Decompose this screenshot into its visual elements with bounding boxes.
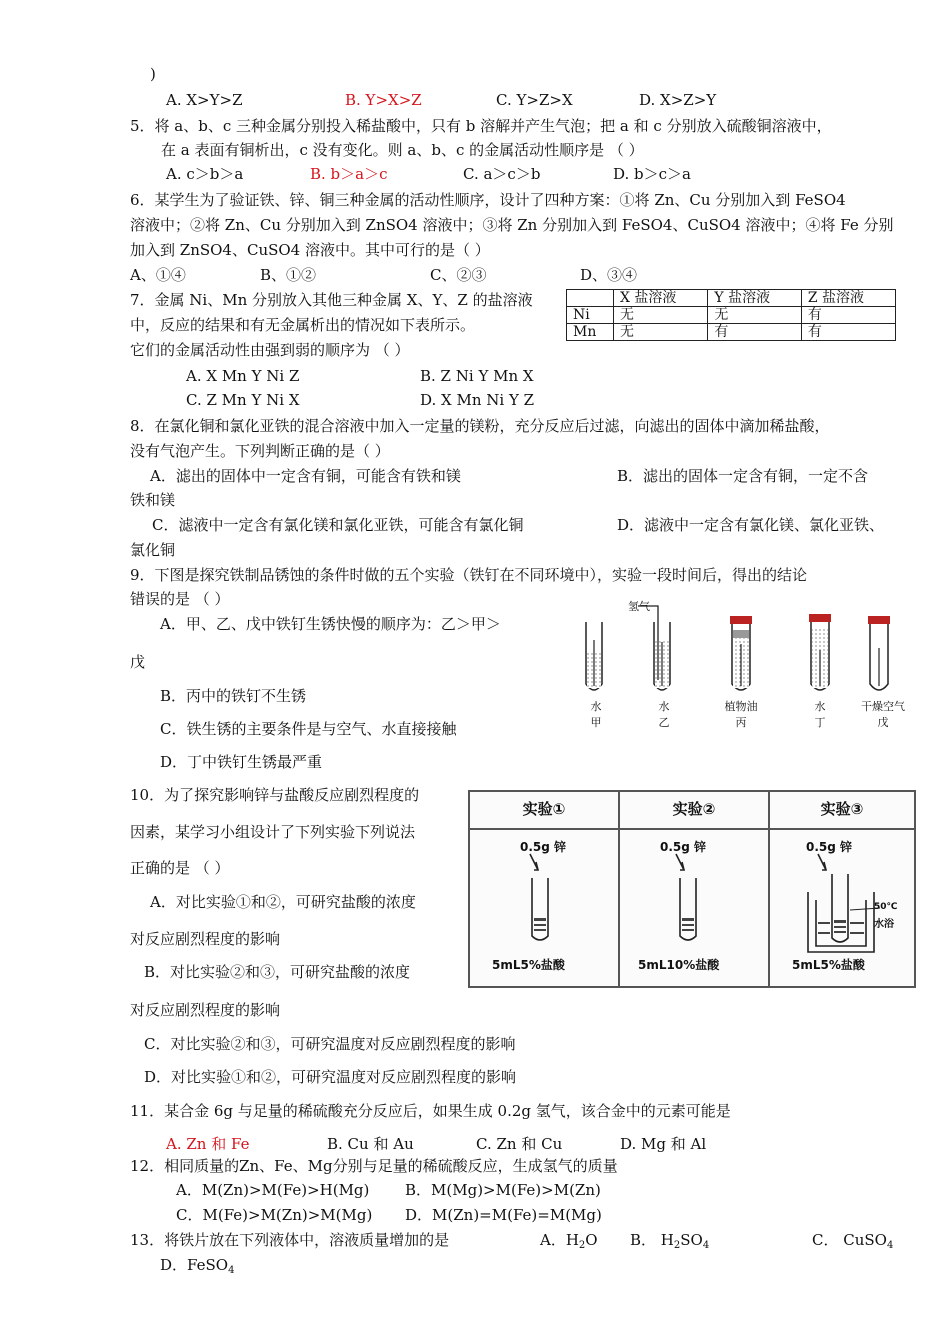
water-bath-label: 水浴 — [874, 919, 894, 930]
q10-stem-2: 因素，某学习小组设计了下列实验下列说法 — [130, 823, 416, 841]
q6-option-d[interactable]: D、③④ — [580, 266, 638, 284]
subscript: 4 — [228, 1265, 235, 1276]
q9-option-a-cont: 戊 — [130, 653, 146, 671]
hydrogen-label: 氢气 — [628, 600, 650, 613]
q6-stem-1: 6．某学生为了验证铁、锌、铜三种金属的活动性顺序，设计了四种方案：①将 Zn、Cu 分别加入到 FeSO4 — [130, 191, 846, 209]
q9-option-c[interactable]: C．铁生锈的主要条件是与空气、水直接接触 — [160, 720, 457, 738]
q10-stem-3: 正确的是 （ ） — [130, 859, 230, 877]
q4-stem-end: ) — [150, 65, 156, 83]
subscript: 2 — [578, 1240, 586, 1251]
tube-bing — [730, 616, 752, 690]
zinc-label: 0.5g 锌 — [520, 840, 567, 854]
table-header: X 盐溶液 — [614, 290, 708, 307]
q5-stem-2: 在 a 表面有铜析出，c 没有变化。则 a、b、c 的金属活动性顺序是 （ ） — [161, 141, 644, 159]
bath-temp-label: 50℃ — [874, 902, 898, 912]
table-row — [567, 307, 896, 324]
q9-option-b[interactable]: B．丙中的铁钉不生锈 — [160, 687, 307, 705]
acid-label: 5mL5%盐酸 — [492, 958, 565, 972]
q8-option-b-cont: 铁和镁 — [130, 491, 176, 509]
q10-option-d[interactable]: D．对比实验①和②，可研究温度对反应剧烈程度的影响 — [144, 1068, 517, 1086]
q7-stem-1: 7．金属 Ni、Mn 分别放入其他三种金属 X、Y、Z 的盐溶液 — [130, 291, 533, 309]
table-cell: 无 — [614, 324, 708, 341]
table-header — [567, 290, 614, 307]
q8-option-c[interactable]: C．滤液中一定含有氯化镁和氯化亚铁，可能含有氯化铜 — [152, 516, 524, 534]
subscript: 4 — [886, 1240, 894, 1251]
q13-option-b-text-end: SO — [680, 1231, 703, 1249]
q11-option-b[interactable]: B. Cu 和 Au — [327, 1135, 414, 1153]
q4-option-d[interactable]: D. X>Z>Y — [639, 91, 717, 109]
q13-option-d-text: D．FeSO — [160, 1256, 229, 1274]
q5-option-c[interactable]: C. a＞c＞b — [463, 165, 541, 183]
tube-wu — [868, 616, 890, 690]
table-cell: 无 — [708, 307, 801, 324]
tube-top-label: 干燥空气 — [861, 700, 905, 713]
q4-option-b[interactable]: B. Y>X>Z — [345, 91, 422, 109]
zinc-label: 0.5g 锌 — [806, 840, 853, 854]
table-cell: 无 — [614, 307, 708, 324]
tube-bottom-label: 甲 — [590, 716, 602, 729]
q12-option-d[interactable]: D．M(Zn)=M(Fe)=M(Mg) — [405, 1206, 602, 1224]
q12-option-a[interactable]: A．M(Zn)>M(Fe)>H(Mg) — [176, 1181, 370, 1199]
tube-top-label: 植物油 — [724, 700, 758, 713]
q13-option-b-text: B． H — [630, 1231, 674, 1249]
q11-option-a[interactable]: A. Zn 和 Fe — [166, 1135, 250, 1153]
q9-stem-2: 错误的是 （ ） — [130, 590, 230, 608]
q9-stem-1: 9．下图是探究铁制品锈蚀的条件时做的五个实验（铁钉在不同环境中），实验一段时间后，得出的结论 — [130, 566, 808, 584]
q11-stem: 11．某合金 6g 与足量的稀硫酸充分反应后，如果生成 0.2g 氢气，该合金中的元素可能是 — [130, 1102, 731, 1120]
q4-option-c[interactable]: C. Y>Z>X — [496, 91, 573, 109]
q7-stem-2: 中，反应的结果和有无金属析出的情况如下表所示。 — [130, 316, 476, 334]
q10-option-b-cont: 对反应剧烈程度的影响 — [130, 1001, 281, 1019]
acid-label: 5mL10%盐酸 — [638, 958, 720, 972]
table-cell: 有 — [801, 307, 895, 324]
q12-option-c[interactable]: C．M(Fe)>M(Zn)>M(Mg) — [176, 1206, 373, 1224]
q4-option-a[interactable]: A. X>Y>Z — [166, 91, 243, 109]
q13-option-c-text: C． CuSO — [812, 1231, 887, 1249]
table-header: Y 盐溶液 — [708, 290, 801, 307]
acid-label: 5mL5%盐酸 — [792, 958, 865, 972]
q7-reaction-table — [566, 289, 896, 341]
experiment-1-title: 实验① — [522, 800, 566, 818]
tube-yi — [638, 606, 670, 690]
table-cell: 有 — [801, 324, 895, 341]
q6-stem-3: 加入到 ZnSO4、CuSO4 溶液中。其中可行的是（ ） — [130, 241, 490, 259]
q10-experiment-figure — [468, 790, 916, 988]
tube-top-label: 水 — [590, 700, 602, 713]
q5-option-b[interactable]: B. b＞a＞c — [310, 165, 388, 183]
tube-bottom-label: 丙 — [735, 716, 747, 729]
q5-option-a[interactable]: A. c＞b＞a — [166, 165, 244, 183]
q7-option-b[interactable]: B. Z Ni Y Mn X — [420, 367, 534, 385]
subscript: 4 — [702, 1240, 710, 1251]
tube-top-label: 水 — [658, 700, 670, 713]
q12-stem: 12．相同质量的Zn、Fe、Mg分别与足量的稀硫酸反应，生成氢气的质量 — [130, 1157, 618, 1175]
q7-stem-3: 它们的金属活动性由强到弱的顺序为 （ ） — [130, 341, 410, 359]
q7-option-d[interactable]: D. X Mn Ni Y Z — [420, 391, 535, 409]
tube-bottom-label: 戊 — [877, 716, 889, 729]
q7-option-c[interactable]: C. Z Mn Y Ni X — [186, 391, 300, 409]
q8-option-a[interactable]: A．滤出的固体中一定含有铜，可能含有铁和镁 — [150, 467, 461, 485]
q11-option-d[interactable]: D. Mg 和 Al — [620, 1135, 707, 1153]
q12-option-b[interactable]: B．M(Mg)>M(Fe)>M(Zn) — [405, 1181, 601, 1199]
q6-option-b[interactable]: B、①② — [260, 266, 317, 284]
q13-option-d[interactable] — [160, 1255, 234, 1281]
experiment-3-title: 实验③ — [820, 800, 864, 818]
zinc-label: 0.5g 锌 — [660, 840, 707, 854]
q8-option-d-cont: 氯化铜 — [130, 541, 176, 559]
q8-option-b[interactable]: B．滤出的固体一定含有铜，一定不含 — [617, 467, 869, 485]
q8-option-d[interactable]: D．滤液中一定含有氯化镁、氯化亚铁、 — [617, 516, 885, 534]
q6-option-a[interactable]: A、①④ — [130, 266, 186, 284]
q10-stem-1: 10．为了探究影响锌与盐酸反应剧烈程度的 — [130, 786, 420, 804]
q10-option-a-cont: 对反应剧烈程度的影响 — [130, 930, 281, 948]
q9-option-a[interactable]: A．甲、乙、戊中铁钉生锈快慢的顺序为：乙＞甲＞ — [160, 615, 501, 633]
tube-bottom-label: 丁 — [814, 716, 826, 729]
q6-stem-2: 溶液中；②将 Zn、Cu 分别加入到 ZnSO4 溶液中；③将 Zn 分别加入到 FeSO4、CuSO4 溶液中；④将 Fe 分别 — [130, 216, 894, 234]
tube-top-label: 水 — [814, 700, 826, 713]
q7-option-a[interactable]: A. X Mn Y Ni Z — [186, 367, 300, 385]
q10-option-a[interactable]: A．对比实验①和②，可研究盐酸的浓度 — [150, 893, 416, 911]
q13-option-a-text-end: O — [585, 1231, 598, 1249]
q8-stem-2: 没有气泡产生。下列判断正确的是（ ） — [130, 442, 390, 460]
q13-option-b[interactable] — [630, 1230, 709, 1256]
q13-option-a-text: A．H — [540, 1231, 579, 1249]
q9-option-d[interactable]: D．丁中铁钉生锈最严重 — [160, 753, 323, 771]
table-cell: Ni — [567, 307, 614, 324]
q5-stem-1: 5．将 a、b、c 三种金属分别投入稀盐酸中，只有 b 溶解并产生气泡；把 a 和 c 分别放入硫酸铜溶液中， — [130, 117, 832, 135]
q5-option-d[interactable]: D. b＞c＞a — [613, 165, 691, 183]
q13-option-c[interactable] — [812, 1230, 893, 1256]
tube-jia — [586, 622, 602, 690]
q13-stem: 13．将铁片放在下列液体中，溶液质量增加的是 — [130, 1231, 450, 1249]
subscript: 2 — [673, 1240, 681, 1251]
q11-option-c[interactable]: C. Zn 和 Cu — [476, 1135, 563, 1153]
q6-option-c[interactable]: C、②③ — [430, 266, 487, 284]
table-cell: 有 — [708, 324, 801, 341]
table-row — [567, 324, 896, 341]
tube-ding — [809, 614, 831, 690]
tube-bottom-label: 乙 — [658, 716, 670, 729]
q10-option-b[interactable]: B．对比实验②和③，可研究盐酸的浓度 — [144, 963, 411, 981]
q8-stem-1: 8．在氯化铜和氯化亚铁的混合溶液中加入一定量的镁粉，充分反应后过滤，向滤出的固体中滴加稀盐酸， — [130, 417, 830, 435]
table-cell: Mn — [567, 324, 614, 341]
q10-option-c[interactable]: C．对比实验②和③，可研究温度对反应剧烈程度的影响 — [144, 1035, 516, 1053]
table-header: Z 盐溶液 — [801, 290, 895, 307]
q13-option-a[interactable] — [540, 1230, 598, 1256]
experiment-2-title: 实验② — [672, 800, 716, 818]
